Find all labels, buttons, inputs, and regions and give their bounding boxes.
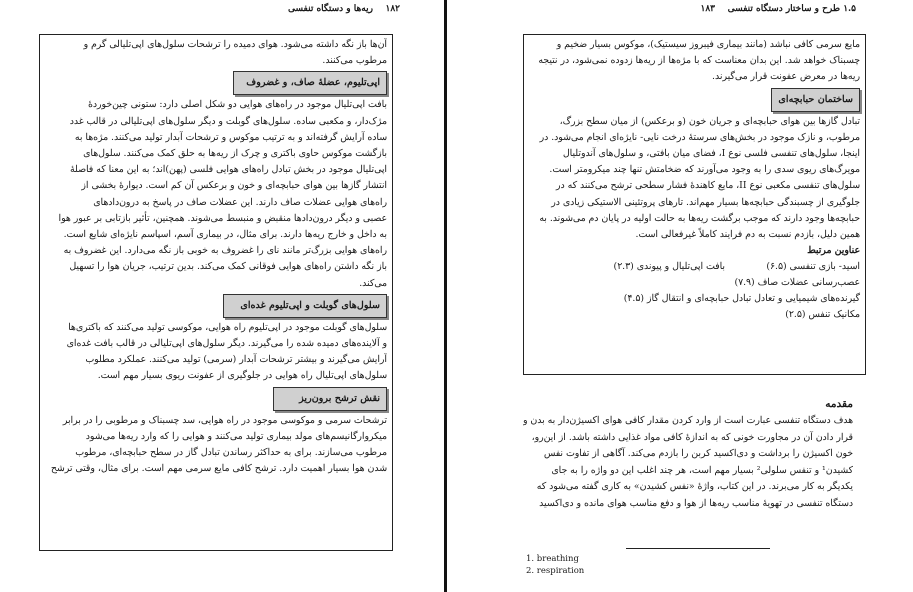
right-chapter-title: ۱.۵ طرح و ساختار دستگاه تنفسی	[727, 4, 856, 14]
introduction-section	[523, 396, 853, 512]
text-line: جلوگیری از چسبندگی حبابچه‌ها بسیار مهم‌اند. تارهای پروتئینی الاستیکی زیادی در	[551, 196, 860, 208]
text-line: عصبی و دیگر درون‌دادها منقبض و منبسط می‌شوند. همچنین، تأثیر بازتابی بر عبور هوا	[58, 212, 387, 224]
text-line: شدن هوا بسیار اهمیت دارد. ترشح کافی مایع سرمی مهم است. برای مثال، وقتی ترشح	[50, 463, 387, 475]
text-line: مژک‌دار، و مکعبی ساده. سلول‌های گوبلت و دیگر سلول‌های اپی‌تلیالی در قالب غدد	[69, 115, 387, 127]
text-line: راه‌های هوایی بزرگ‌تر مانند نای را غضروف به خوبی باز نگه می‌دارد. این غضروف به	[63, 245, 387, 257]
footnote-separator	[626, 548, 770, 549]
text-line: ترشحات سرمی و موکوسی موجود در راه هوایی، سد چسبناک و مرطوبی را در برابر	[62, 414, 387, 426]
text-line: می‌کند.	[359, 277, 387, 289]
text-line: دستگاه تنفسی در تهویهٔ مناسب ریه‌ها از هوا و دفع مناسب هوای مانده و دی‌اکسید	[539, 497, 853, 509]
related-topics-title: عناوین مرتبط	[807, 245, 860, 257]
text-line: مویرگ‌های ریوی سدی را به وجود می‌آورند که ضخامتش تنها چند میکرومتر است.	[549, 164, 860, 176]
related-topic-link: اسید- بازی تنفسی (۶.۵)	[766, 261, 860, 273]
related-topics-row	[529, 275, 860, 291]
text-line: مایع سرمی کافی نباشد (مانند بیماری فیبروز سیستیک)، موکوس بسیار ضخیم و	[556, 39, 860, 50]
footnotes	[526, 553, 726, 577]
text-line: حبابچه‌ها وجود دارند که موجب برگشت ریه‌ها به حالت اولیه در پایان دم می‌شوند. به	[539, 212, 860, 224]
text-line: هدف دستگاه تنفسی عبارت است از وارد کردن مقدار کافی هوای اکسیژن‌دار به بدن و	[523, 415, 853, 426]
text-line: سلول‌های تنفسی مکعبی نوع II، مایع کاهندهٔ فشار سطحی ترشح می‌کنند که در	[556, 180, 860, 192]
text-line: آرایش می‌گیرند و بیشتر ترشحات آبدار (سرمی) تولید می‌کنند. عملکرد مطلوب	[85, 354, 387, 366]
right-running-head	[526, 2, 856, 16]
text-line: خون اکسیژن را برداشت و دی‌اکسید کربن را بازدم می‌کند. آگاهی از تفاوت نفس	[543, 448, 853, 459]
text-line: تبادل گازها بین هوای حبابچه‌ای و جریان خون (و برعکس) از میان سطح بزرگ،	[559, 115, 860, 127]
section-heading-box: سلول‌های گوبلت و اپی‌تلیوم غده‌ای	[223, 294, 387, 318]
text-line: بازگشت موکوس حاوی باکتری و چرک از ریه‌ها به حلق کمک می‌کنند. سلول‌های	[83, 148, 387, 160]
text-line: راه‌های هوایی عضلات صاف دارند. این عضلات صاف در پاسخ به درون‌دادهای	[93, 196, 387, 208]
section-heading-box: نقش ترشح برون‌ریز	[273, 387, 387, 411]
footnote-item: 2. respiration	[526, 566, 585, 576]
text-line: یکدیگر به کار می‌برند. در این کتاب، واژهٔ «نفس کشیدن» به کاری گفته می‌شود که	[536, 481, 853, 492]
footnote-item: 1. breathing	[526, 554, 579, 564]
text-line: سلول‌های گوبلت موجود در اپی‌تلیوم راه هوایی، موکوسی تولید می‌کنند که باکتری‌ها	[68, 321, 387, 333]
related-topics-row	[529, 307, 860, 323]
text-line: مرطوب، و نازک موجود در بخش‌های سرستهٔ درخت نایی- نایژه‌ای انجام می‌شود. در	[539, 131, 860, 143]
text-line: مرطوب می‌کنند.	[322, 55, 387, 67]
text-line: چسبناک خواهد شد. این بدان معناست که با مژه‌ها از ریه‌ها زدوده نمی‌شود، در نتیجه	[538, 55, 860, 67]
section-heading-box: اپی‌تلیوم، عضلهٔ صاف، و غضروف	[233, 71, 387, 95]
related-topic-link: مکانیک تنفس (۲.۵)	[785, 309, 860, 321]
related-topics-row	[529, 291, 860, 307]
text-line: ریه‌ها در معرض عفونت قرار می‌گیرند.	[712, 71, 860, 83]
related-topic-link: گیرنده‌های شیمیایی و تعادل تبادل حبابچه‌ای و انتقال گاز (۴.۵)	[623, 293, 860, 305]
section-heading-box: ساختمان حبابچه‌ای	[771, 88, 860, 112]
text-line: و آلاینده‌های دمیده شده را می‌گیرند. دیگر سلول‌های اپی‌تلیالی در قالب بافت غده‌ای	[66, 338, 387, 350]
left-text-frame	[39, 34, 393, 551]
related-topic-link: بافت اپی‌تلیال و پیوندی (۲.۳)	[613, 261, 725, 273]
text-line: کشیدن¹ و تنفس سلولی² بسیار مهم است، هر چند اغلب این دو واژه را به جای	[551, 464, 853, 476]
left-running-head	[288, 2, 400, 16]
left-page-number: ۱۸۲	[385, 4, 400, 14]
text-line: قرار دادن آن در مجاورت خونی که به اندازهٔ کافی مواد غذایی داشته باشد. از این‌رو،	[531, 431, 853, 443]
related-topic-link: عصب‌رسانی عضلات صاف (۷.۹)	[734, 277, 860, 289]
text-line: سلول‌های اپی‌تلیال راه هوایی در جلوگیری از عفونت ریوی بسیار مهم است.	[97, 370, 387, 382]
right-page-number: ۱۸۳	[700, 4, 716, 14]
left-chapter-title: ریه‌ها و دستگاه تنفسی	[288, 4, 373, 14]
text-line: اپی‌تلیال موجود در بخش تبادل راه‌های هوایی فلسی (پهن)اند؛ به این معنا که فاصلهٔ	[70, 164, 387, 176]
text-line: اینجا، سلول‌های تنفسی فلسی نوع I، فضای میان بافتی، و سلول‌های آندوتلیال	[562, 148, 860, 160]
introduction-heading: مقدمه	[825, 398, 853, 410]
book-spine	[444, 0, 447, 592]
text-line: بافت اپی‌تلیال موجود در راه‌های هوایی دو شکل اصلی دارد: ستونی چین‌خوردهٔ	[88, 99, 387, 111]
text-line: مرطوب می‌سازند. برای به حداکثر رساندن تبادل گاز در سطح حبابچه‌ای، مرطوب	[75, 447, 387, 459]
text-line: انتشار گازها بین هوای حبابچه‌ای و خون و برعکس آن کم است. دیوارهٔ بخشی از	[81, 180, 387, 192]
text-line: باز نگه داشتن راه‌های هوایی فوقانی کمک می‌کند. بدین ترتیب، جریان هوا را تسهیل	[69, 261, 387, 273]
text-line: همین دلیل، بازدم نسبت به دم فرایند کاملاً غیرفعالی است.	[635, 229, 860, 241]
text-line: به داخل و خارج ریه‌ها دارند. برای مثال، در بیماری آسم، اسپاسم نایژه‌ای شایع است.	[63, 229, 387, 241]
text-line: آن‌ها باز نگه داشته می‌شود. هوای دمیده را ترشحات سلول‌های اپی‌تلیالی گرم و	[83, 39, 387, 50]
text-line: ساده آرایش گرفته‌اند و به ترتیب موکوس و ترشحات آبدار تولید می‌کنند. مژه‌ها به	[74, 131, 387, 143]
related-topics-row	[529, 259, 860, 275]
left-page	[0, 0, 440, 592]
text-line: میکروارگانیسم‌های مولد بیماری تولید می‌کنند و هوایی را که وارد ریه‌ها می‌شود	[85, 430, 387, 442]
right-text-frame	[523, 34, 866, 375]
